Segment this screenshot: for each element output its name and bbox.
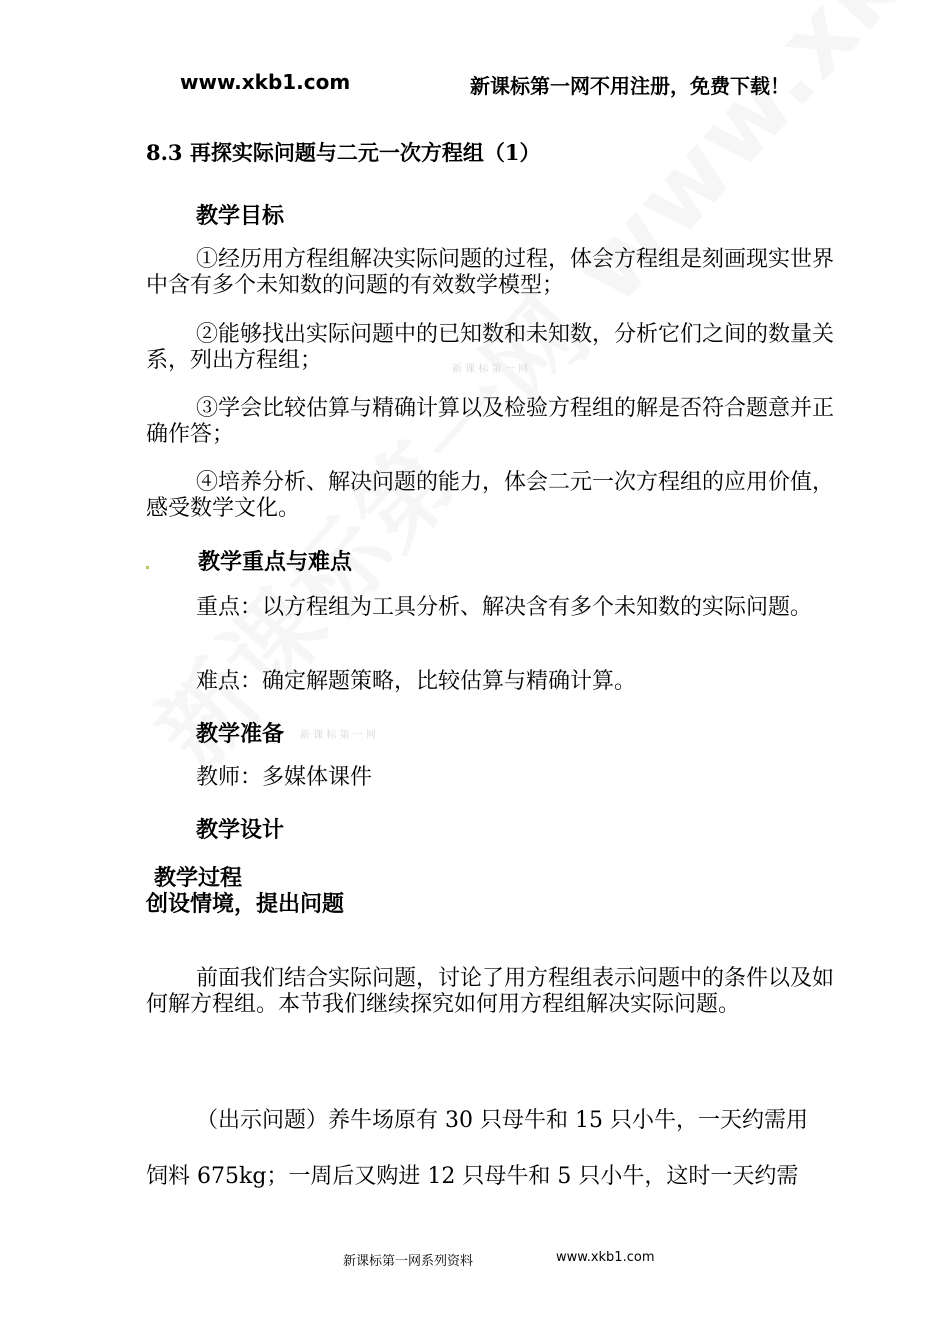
header-site: www.xkb1.com: [180, 70, 351, 94]
prep-teacher: 教师：多媒体课件: [196, 765, 373, 790]
header-slogan: 新课标第一网不用注册，免费下载！: [470, 74, 790, 98]
goal-1: ①经历用方程组解决实际问题的过程，体会方程组是刻画现实世界中含有多个未知数的问题的有效数学模型；: [146, 247, 835, 298]
watermark-small-2: 新 课 标 第 一 网: [300, 730, 376, 741]
goal-3: ③学会比较估算与精确计算以及检验方程组的解是否符合题意并正确作答；: [146, 396, 835, 447]
footer-left: 新课标第一网系列资料: [343, 1254, 474, 1269]
page-title: 8.3 再探实际问题与二元一次方程组（1）: [146, 140, 541, 165]
difficulty: 难点：确定解题策略，比较估算与精确计算。: [196, 669, 637, 694]
problem-line-1: （出示问题）养牛场原有 30 只母牛和 15 只小牛，一天约需用: [196, 1108, 808, 1133]
key-point: 重点：以方程组为工具分析、解决含有多个未知数的实际问题。: [196, 595, 813, 620]
goal-4: ④培养分析、解决问题的能力，体会二元一次方程组的应用价值，感受数学文化。: [146, 470, 835, 521]
decoration-dot: [146, 566, 149, 569]
goals-heading: 教学目标: [196, 203, 285, 229]
key-heading: 教学重点与难点: [198, 549, 353, 575]
footer-right: www.xkb1.com: [556, 1250, 655, 1265]
scenario-heading: 创设情境，提出问题: [146, 891, 345, 917]
intro-paragraph: 前面我们结合实际问题，讨论了用方程组表示问题中的条件以及如何解方程组。本节我们继续探究如何用方程组解决实际问题。: [146, 966, 835, 1017]
prep-heading: 教学准备: [196, 721, 285, 747]
goal-2: ②能够找出实际问题中的已知数和未知数，分析它们之间的数量关系，列出方程组；: [146, 322, 835, 373]
watermark-small-1: 新 课 标 第 一 网: [452, 364, 528, 375]
process-heading: 教学过程: [154, 865, 243, 891]
design-heading: 教学设计: [196, 817, 285, 843]
problem-line-2: 饲料 675kg；一周后又购进 12 只母牛和 5 只小牛，这时一天约需: [146, 1164, 799, 1189]
